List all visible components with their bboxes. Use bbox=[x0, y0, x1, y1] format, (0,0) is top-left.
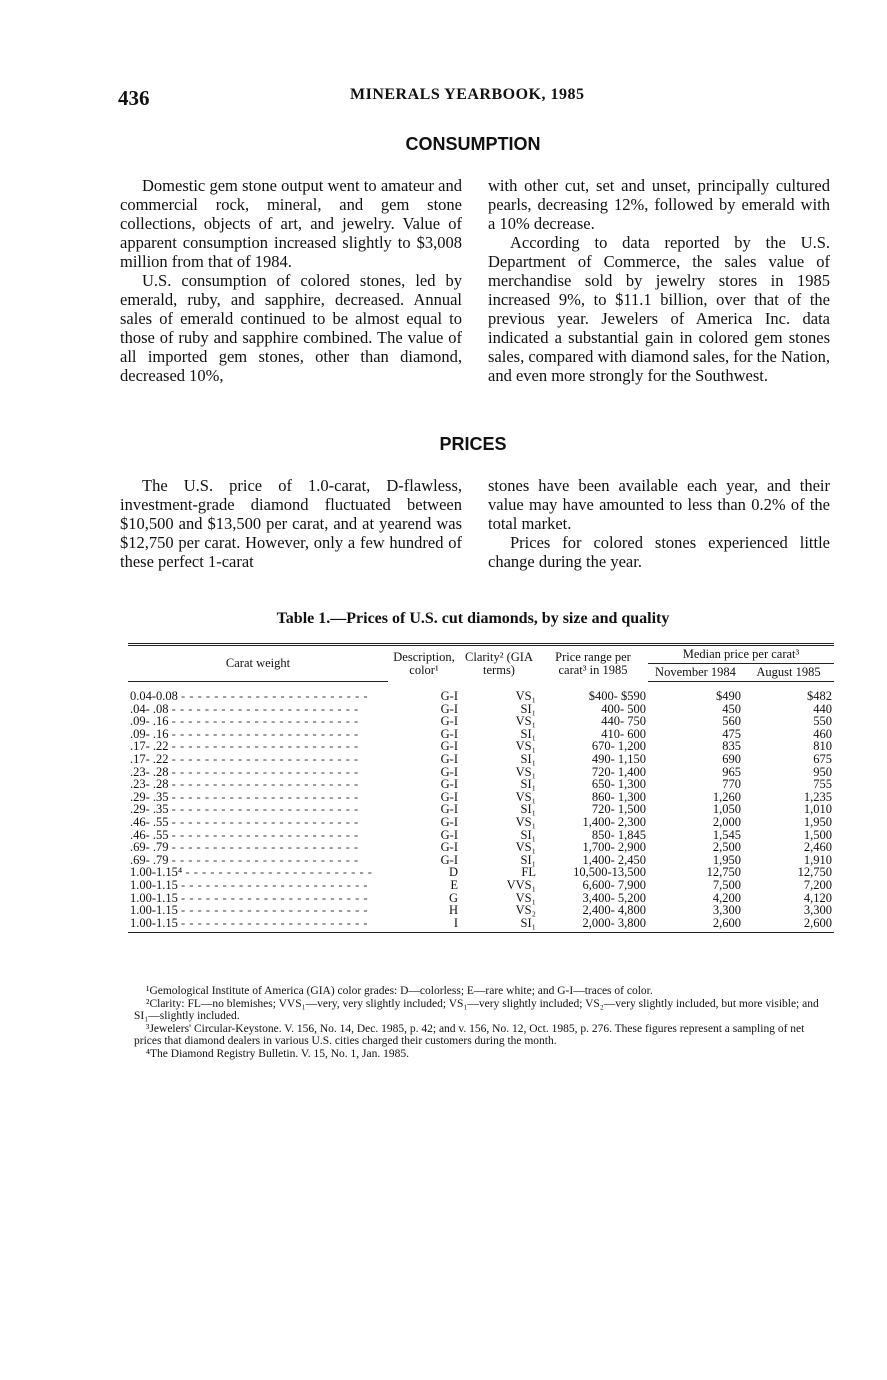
footnote: ¹Gemological Institute of America (GIA) color grades: D—colorless; E—rare white; and G-I—traces of color. bbox=[146, 985, 653, 997]
description-cell: G-I bbox=[440, 814, 458, 829]
consumption-paragraph: with other cut, set and unset, principally cultured pearls, decreasing 12%, followed by emerald with a 10% decrease. bbox=[488, 176, 830, 233]
header-clarity: Clarity² (GIA terms) bbox=[460, 645, 538, 682]
description-cell: I bbox=[388, 917, 460, 933]
price-range-cell: 720- 1,400 bbox=[591, 764, 646, 779]
carat-value: 0.04-0.08 bbox=[130, 689, 178, 703]
prices-paragraph: Prices for colored stones experienced little change during the year. bbox=[488, 533, 830, 571]
clarity-cell: SI₁ bbox=[520, 777, 536, 792]
prices-paragraph: stones have been available each year, and their value may have amounted to less than 0.2% of the total market. bbox=[488, 476, 830, 533]
price-range-cell: $400- $590 bbox=[588, 688, 646, 703]
consumption-heading: CONSUMPTION bbox=[405, 134, 541, 154]
november-price-cell: 1,545 bbox=[712, 827, 741, 842]
footnote: ⁴The Diamond Registry Bulletin. V. 15, No. 1, Jan. 1985. bbox=[146, 1047, 409, 1060]
november-price-cell: 450 bbox=[722, 701, 741, 716]
price-range-cell: 670- 1,200 bbox=[591, 739, 646, 754]
description-cell: D bbox=[448, 865, 458, 880]
dot-leader: - - - - - - - - - - - - - - - - - - - - - - - bbox=[171, 764, 359, 779]
august-price-cell: 1,910 bbox=[803, 852, 832, 867]
clarity-cell: VS₂ bbox=[515, 903, 536, 918]
header-august-1985: August 1985 bbox=[743, 664, 834, 682]
price-range-cell: 650- 1,300 bbox=[591, 777, 646, 792]
carat-value: 1.00-1.15⁴ bbox=[130, 865, 183, 880]
prices-left-column bbox=[120, 476, 462, 571]
price-range-cell: 850- 1,845 bbox=[591, 827, 646, 842]
november-price-cell: 2,000 bbox=[712, 814, 741, 829]
dot-leader: - - - - - - - - - - - - - - - - - - - - - - - bbox=[171, 802, 359, 817]
clarity-cell: VS₁ bbox=[515, 714, 536, 729]
dot-leader: - - - - - - - - - - - - - - - - - - - - - - - bbox=[181, 903, 369, 918]
description-cell: H bbox=[448, 903, 458, 918]
clarity-cell: VS₁ bbox=[515, 840, 536, 855]
carat-value: 1.00-1.15 bbox=[130, 877, 178, 892]
carat-value: .23- .28 bbox=[130, 777, 169, 792]
carat-value: .46- .55 bbox=[130, 827, 169, 842]
november-price-cell: 1,050 bbox=[712, 802, 741, 817]
consumption-right-column bbox=[488, 176, 830, 385]
header-price-range: Price range per carat³ in 1985 bbox=[538, 645, 648, 682]
carat-value: .23- .28 bbox=[130, 764, 169, 779]
august-price-cell: 4,120 bbox=[803, 890, 832, 905]
dot-leader: - - - - - - - - - - - - - - - - - - - - - - - bbox=[171, 751, 359, 766]
running-title: MINERALS YEARBOOK, 1985 bbox=[350, 86, 585, 103]
august-price-cell: 2,600 bbox=[743, 917, 834, 933]
clarity-cell: SI₁ bbox=[520, 802, 536, 817]
clarity-cell: FL bbox=[521, 865, 536, 880]
dot-leader: - - - - - - - - - - - - - - - - - - - - - - - bbox=[181, 890, 369, 905]
description-cell: G-I bbox=[440, 751, 458, 766]
diamond-prices-table bbox=[128, 643, 834, 933]
price-range-cell: 10,500-13,500 bbox=[573, 865, 646, 880]
description-cell: G-I bbox=[440, 852, 458, 867]
clarity-cell: VVS₁ bbox=[506, 877, 536, 892]
clarity-cell: VS₁ bbox=[515, 764, 536, 779]
dot-leader: - - - - - - - - - - - - - - - - - - - - - - - bbox=[185, 865, 373, 880]
description-cell: G bbox=[448, 890, 458, 905]
footnote: ³Jewelers' Circular-Keystone. V. 156, No. 14, Dec. 1985, p. 42; and v. 156, No. 12, Oct. 1985, p. 276. These figures represent a sampling of net prices that diamond dealers in various U.S. cities charged their customers during the month. bbox=[134, 1022, 805, 1048]
august-price-cell: 2,460 bbox=[803, 840, 832, 855]
dot-leader: - - - - - - - - - - - - - - - - - - - - - - - bbox=[171, 726, 359, 741]
description-cell: G-I bbox=[440, 714, 458, 729]
august-price-cell: 755 bbox=[813, 777, 832, 792]
dot-leader: - - - - - - - - - - - - - - - - - - - - - - - bbox=[171, 739, 359, 754]
table-row bbox=[128, 682, 834, 703]
august-price-cell: 12,750 bbox=[797, 865, 832, 880]
dot-leader: - - - - - - - - - - - - - - - - - - - - - - - bbox=[181, 877, 369, 892]
august-price-cell: 7,200 bbox=[803, 877, 832, 892]
august-price-cell: 3,300 bbox=[803, 903, 832, 918]
november-price-cell: 3,300 bbox=[712, 903, 741, 918]
price-range-cell: 720- 1,500 bbox=[591, 802, 646, 817]
august-price-cell: $482 bbox=[807, 689, 832, 703]
price-range-cell: 400- 500 bbox=[601, 701, 646, 716]
carat-weight-cell bbox=[128, 917, 388, 933]
november-price-cell: 475 bbox=[722, 726, 741, 741]
dot-leader: - - - - - - - - - - - - - - - - - - - - - - - bbox=[171, 852, 359, 867]
august-price-cell: 550 bbox=[813, 714, 832, 729]
consumption-paragraph: U.S. consumption of colored stones, led by emerald, ruby, and sapphire, decreased. Annual sales of emerald continued to be almost equal to those of ruby and sapphire combined. The value of all imported gem stones, other than diamond, decreased 10%, bbox=[120, 271, 462, 385]
carat-value: .17- .22 bbox=[130, 751, 169, 766]
clarity-cell: VS₁ bbox=[515, 890, 536, 905]
description-cell: G-I bbox=[440, 739, 458, 754]
carat-value: .69- .79 bbox=[130, 840, 169, 855]
header-november-1984: November 1984 bbox=[648, 664, 743, 682]
november-price-cell: $490 bbox=[716, 689, 741, 703]
table-body bbox=[128, 682, 834, 933]
description-cell: G-I bbox=[440, 802, 458, 817]
clarity-cell: SI₁ bbox=[520, 852, 536, 867]
clarity-cell: SI₁ bbox=[460, 917, 538, 933]
clarity-cell: VS₁ bbox=[515, 814, 536, 829]
november-price-cell: 2,500 bbox=[712, 840, 741, 855]
clarity-cell: SI₁ bbox=[520, 726, 536, 741]
description-cell: G-I bbox=[440, 764, 458, 779]
description-cell: G-I bbox=[440, 840, 458, 855]
consumption-paragraph: According to data reported by the U.S. Department of Commerce, the sales value of merchandise sold by jewelry stores in 1985 increased 9%, to $11.1 billion, over that of the previous year. Jewelers of America Inc. data indicated a substantial gain in colored gem stones sales, compared with diamond sales, for the Nation, and even more strongly for the Southwest. bbox=[488, 233, 830, 385]
carat-value: .69- .79 bbox=[130, 852, 169, 867]
table-row bbox=[128, 917, 834, 933]
description-cell: G-I bbox=[440, 701, 458, 716]
carat-value: 1.00-1.15 bbox=[130, 903, 178, 918]
dot-leader: - - - - - - - - - - - - - - - - - - - - - - - bbox=[181, 915, 369, 930]
november-price-cell: 2,600 bbox=[648, 917, 743, 933]
clarity-cell: SI₁ bbox=[520, 751, 536, 766]
clarity-cell: VS₁ bbox=[515, 688, 536, 703]
carat-value: .46- .55 bbox=[130, 814, 169, 829]
header-median-price: Median price per carat³ bbox=[648, 645, 834, 664]
description-cell: G-I bbox=[440, 777, 458, 792]
price-range-cell: 1,400- 2,450 bbox=[582, 852, 646, 867]
price-range-cell: 6,600- 7,900 bbox=[582, 877, 646, 892]
description-cell: G-I bbox=[440, 827, 458, 842]
prices-heading: PRICES bbox=[439, 434, 507, 454]
price-range-cell: 3,400- 5,200 bbox=[582, 890, 646, 905]
table-title: Table 1.—Prices of U.S. cut diamonds, by size and quality bbox=[276, 610, 670, 627]
carat-value: .09- .16 bbox=[130, 714, 169, 729]
dot-leader: - - - - - - - - - - - - - - - - - - - - - - - bbox=[171, 814, 359, 829]
carat-value: .29- .35 bbox=[130, 789, 169, 804]
november-price-cell: 690 bbox=[722, 751, 741, 766]
clarity-cell: SI₁ bbox=[520, 701, 536, 716]
description-cell: G-I bbox=[440, 789, 458, 804]
august-price-cell: 1,235 bbox=[803, 789, 832, 804]
august-price-cell: 1,010 bbox=[803, 802, 832, 817]
table-footnotes bbox=[134, 985, 834, 1061]
dot-leader: - - - - - - - - - - - - - - - - - - - - - - - bbox=[171, 701, 359, 716]
november-price-cell: 7,500 bbox=[712, 877, 741, 892]
clarity-cell: SI₁ bbox=[520, 827, 536, 842]
header-carat-weight: Carat weight bbox=[128, 645, 388, 682]
dot-leader: - - - - - - - - - - - - - - - - - - - - - - - bbox=[171, 777, 359, 792]
price-range-cell: 440- 750 bbox=[601, 714, 646, 729]
price-range-cell: 2,400- 4,800 bbox=[582, 903, 646, 918]
price-range-cell: 490- 1,150 bbox=[591, 751, 646, 766]
consumption-paragraph: Domestic gem stone output went to amateur and commercial rock, mineral, and gem stone collections, objects of art, and jewelry. Value of apparent consumption increased slightly to $3,008 million from that of 1984. bbox=[120, 176, 462, 271]
november-price-cell: 1,260 bbox=[712, 789, 741, 804]
dot-leader: - - - - - - - - - - - - - - - - - - - - - - - bbox=[171, 840, 359, 855]
november-price-cell: 12,750 bbox=[706, 865, 741, 880]
dot-leader: - - - - - - - - - - - - - - - - - - - - - - - bbox=[181, 689, 369, 703]
clarity-cell: VS₁ bbox=[515, 789, 536, 804]
november-price-cell: 1,950 bbox=[712, 852, 741, 867]
price-range-cell: 410- 600 bbox=[601, 726, 646, 741]
november-price-cell: 835 bbox=[722, 739, 741, 754]
consumption-left-column bbox=[120, 176, 462, 385]
description-cell: G-I bbox=[440, 726, 458, 741]
carat-value: 1.00-1.15 bbox=[130, 890, 178, 905]
carat-value: .04- .08 bbox=[130, 701, 169, 716]
november-price-cell: 770 bbox=[722, 777, 741, 792]
carat-value: 1.00-1.15 bbox=[130, 915, 178, 930]
carat-value: .29- .35 bbox=[130, 802, 169, 817]
consumption-section bbox=[120, 176, 830, 385]
price-range-cell: 1,700- 2,900 bbox=[582, 840, 646, 855]
page-header bbox=[118, 86, 830, 114]
clarity-cell: VS₁ bbox=[515, 739, 536, 754]
page-number: 436 bbox=[118, 86, 150, 110]
carat-weight-cell bbox=[128, 682, 388, 703]
price-range-cell: 1,400- 2,300 bbox=[582, 814, 646, 829]
august-price-cell: 460 bbox=[813, 726, 832, 741]
prices-right-column bbox=[488, 476, 830, 571]
november-price-cell: 965 bbox=[722, 764, 741, 779]
footnote: ²Clarity: FL—no blemishes; VVS₁—very, very slightly included; VS₁—very slightly included; VS₂—very slightly included, but more visible; and SI₁—slightly included. bbox=[134, 997, 819, 1023]
dot-leader: - - - - - - - - - - - - - - - - - - - - - - - bbox=[171, 827, 359, 842]
dot-leader: - - - - - - - - - - - - - - - - - - - - - - - bbox=[171, 714, 359, 729]
price-range-cell: 860- 1,300 bbox=[591, 789, 646, 804]
header-description-color: Description, color¹ bbox=[388, 645, 460, 682]
prices-section bbox=[120, 476, 830, 571]
august-price-cell: 1,950 bbox=[803, 814, 832, 829]
price-range-cell: 2,000- 3,800 bbox=[538, 917, 648, 933]
carat-value: .09- .16 bbox=[130, 726, 169, 741]
august-price-cell: 675 bbox=[813, 751, 832, 766]
august-price-cell: 950 bbox=[813, 764, 832, 779]
prices-paragraph: The U.S. price of 1.0-carat, D-flawless, investment-grade diamond fluctuated between $10,500 and $13,500 per carat, and at yearend was $12,750 per carat. However, only a few hundred of these perfect 1-carat bbox=[120, 476, 462, 571]
carat-value: .17- .22 bbox=[130, 739, 169, 754]
november-price-cell: 4,200 bbox=[712, 890, 741, 905]
august-price-cell: 1,500 bbox=[803, 827, 832, 842]
november-price-cell: 560 bbox=[722, 714, 741, 729]
august-price-cell: 440 bbox=[813, 701, 832, 716]
description-cell: E bbox=[450, 877, 458, 892]
dot-leader: - - - - - - - - - - - - - - - - - - - - - - - bbox=[171, 789, 359, 804]
august-price-cell: 810 bbox=[813, 739, 832, 754]
description-cell: G-I bbox=[440, 688, 458, 703]
